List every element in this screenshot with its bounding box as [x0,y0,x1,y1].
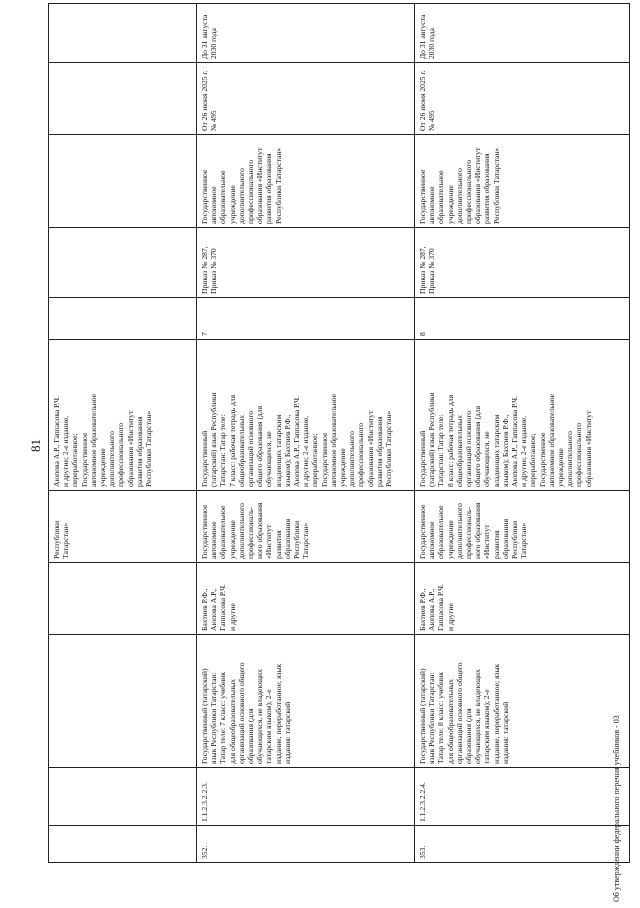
continued-publisher-cell: Республики Татарстан» [52,520,71,559]
aux-materials-cell: Государственный (татарский) язык Республики Татарстан: Татар теле: 8 класс: рабочая тетрадь для общеобразовательных организаций основного общего образования (для обучающихся, не владеющих татарским языком); Бахтиев Р.Ф., Аюпова А.Р., Гаппасова Р.Ч. и другие; 2-е издание, переработанное; Государственное автономное образовательное учреждение дополнительного профессионального образования «Институт [418,392,593,487]
textbook-code-cell: 1.1.2.3.2.2.3. [200,782,209,822]
aux-materials-cell: Государственный (татарский) язык Республики Татарстан: Татар теле: 7 класс: рабочая тетрадь для общеобразовательных организаций основного общего образования (для обучающихся, не владеющих татарским языком); Бахтиев Р.Ф., Аюпова А.Р., Гаппасова Р.Ч. и другие; 2-е издание, переработанное; Государственное автономное образовательное учреждение дополнительного профессионального образования «Институт развития образования Республики Татарстан» [200,392,394,487]
textbook-title-cell: Государственный (татарский) язык Республики Татарстан: Татар теле: 8 класс: учебник для общеобразовательных организаций основного общего образования (для обучающихся, не владеющих татарским языком); 2-е издание, переработанное; язык издания: татарский [418,662,510,764]
page-footer: Об утверждении федерального перечня учебников - 03 [612,715,621,902]
valid-from-cell: От 26 июня 2025 г. № 495 [200,70,219,131]
authors-cell: Бахтиев Р.Ф., Аюпова А.Р., Гаппасова Р.Ч. и другие [418,584,455,631]
grade-cell: 7 [200,332,209,336]
table-border-bottom [629,3,630,863]
textbook-list-table [48,3,630,863]
authors-cell: Бахтиев Р.Ф., Аюпова А.Р., Гаппасова Р.Ч. и другие [200,584,237,631]
textbook-title-cell: Государственный (татарский) язык Республики Татарстан: Татар теле: 7 класс: учебник для общеобразовательных организаций основного общего образования (для обучающихся, не владеющих татарским языком); 2-е издание, переработанное; язык издания: татарский [200,662,292,764]
order-cell: Приказ № 287, Приказ № 370 [200,246,219,294]
textbook-code-cell: 1.1.2.3.2.2.4. [418,782,427,822]
row-number-cell: 352. [200,845,209,859]
publisher-cell: Государственное автономное образовательное учреждение дополнительного профессиональ- ного образования «Институт развития образования Республики Татарстан» [418,502,529,559]
continued-aux-materials-cell: Аюпова А.Р., Гаппасова Р.Ч. и другие; 2-е издание, переработанное; Государственное автономное образовательное учреждение дополнительного профессионального образования «Институт развития образования Республики Татарстан» [52,393,154,487]
page-number: 81 [28,439,43,452]
order-cell: Приказ № 287, Приказ № 370 [418,246,437,294]
row-number-cell: 353. [418,845,427,859]
organization-cell: Государственное автономное образовательное учреждение дополнительного профессионального образования «Институт развития образования Республики Татарстан» [200,147,283,224]
valid-from-cell: От 26 июня 2025 г. № 495 [418,70,437,131]
grade-cell: 8 [418,332,427,336]
valid-until-cell: До 31 августа 2030 года [200,14,219,59]
organization-cell: Государственное автономное образовательное учреждение дополнительного профессионального образования «Институт развития образования Республики Татарстан» [418,147,501,224]
valid-until-cell: До 31 августа 2030 года [418,14,437,59]
publisher-cell: Государственное автономное образовательное учреждение дополнительного профессиональ- ного образования «Институт развития образования Республики Татарстан» [200,502,311,559]
